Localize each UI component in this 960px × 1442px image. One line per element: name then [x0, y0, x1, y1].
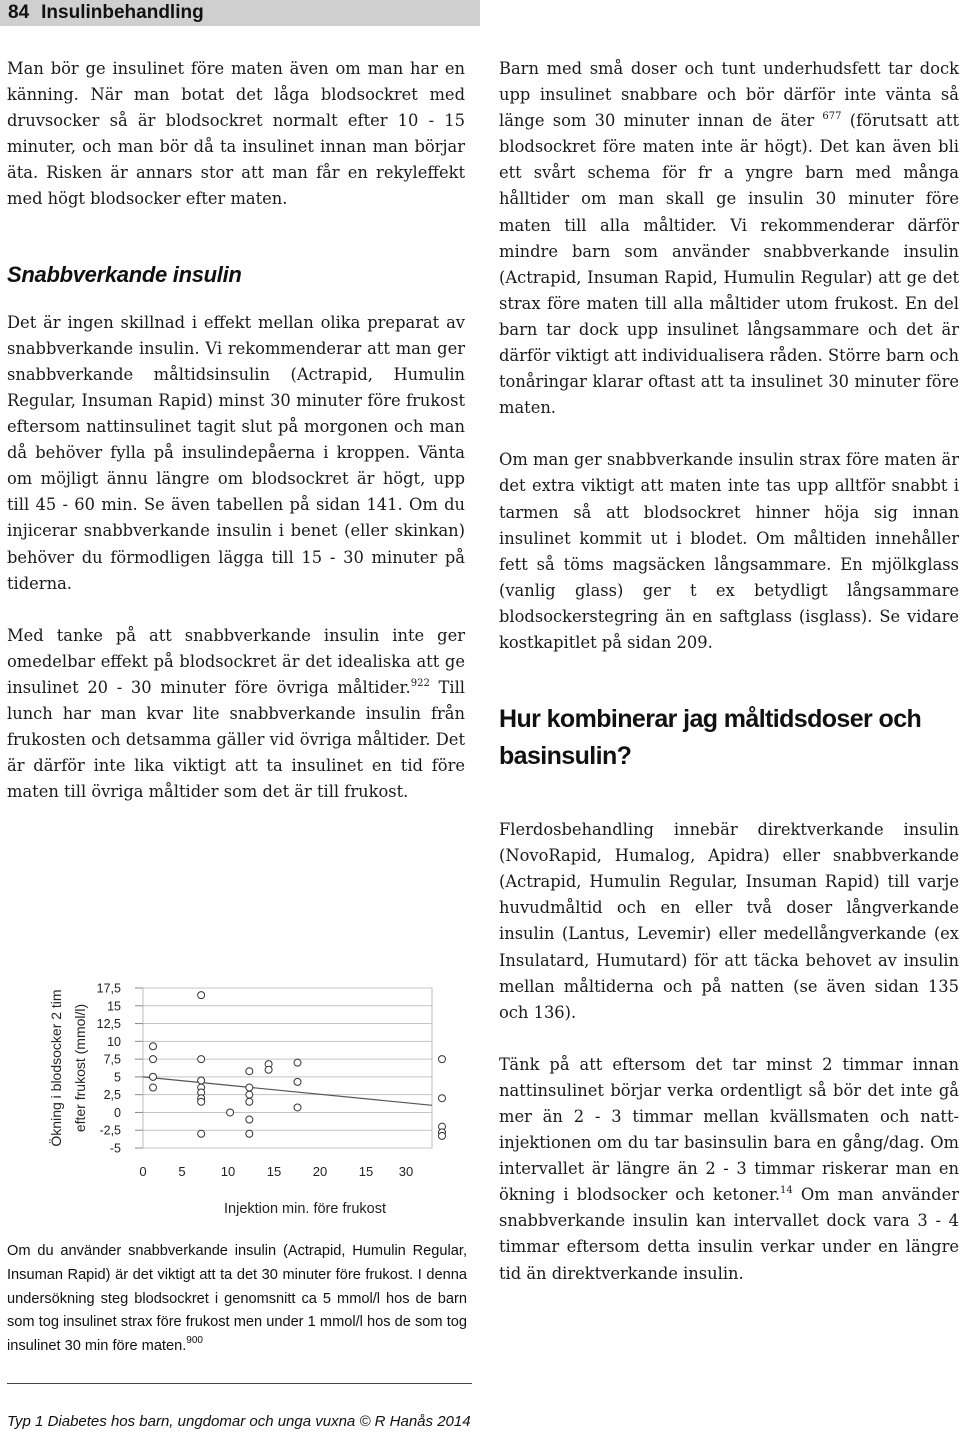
right-paragraph-1: [499, 56, 959, 421]
y-tick-label: 12,5: [96, 1017, 121, 1032]
y-tick-label: -5: [109, 1141, 121, 1156]
y-tick-label: 7,5: [103, 1052, 121, 1067]
data-point: [246, 1098, 253, 1105]
y-tick-label: -2,5: [99, 1123, 121, 1138]
data-point: [439, 1056, 446, 1063]
data-point: [198, 1098, 205, 1105]
x-tick-label: 10: [220, 1164, 236, 1179]
data-point: [265, 1066, 272, 1073]
left-paragraph-2: Det är ingen skillnad i effekt mellan olika preparat av snabbverkande insulin. Vi rekommenderar att man ger snabbverkande måltidsinsulin (Actrapid, Humulin Regular, Insuman Rapid) minst 30 minuter före frukost eftersom nattinsulinet tagit slut på morgonen och man då behöver fylla på insulindepåerna i kroppen. Vänta om möjligt ännu längre om blodsockret är högt, upp till 45 - 60 min. Se även tabellen på sidan 141. Om du injicerar snabbverkande insulin i benet (eller skinkan) behöver du förmodligen lägga till 15 - 30 minuter på tiderna.: [7, 312, 465, 593]
x-tick-label: 20: [312, 1164, 328, 1179]
scatter-chart-svg: [0, 970, 470, 1217]
data-point: [294, 1059, 301, 1066]
right-paragraph-1b: (förutsatt att blodsockret före maten inte är högt). Det kan även bli ett svårt schema för fr a yngre barn med många hålltider om man skall ge insulin 30 minuter före maten till alla måltider. Vi rekommenderar därför mindre barn som använder snabbverkande insulin (Actrapid, Insuman Rapid, Humulin Regular) att ge det strax före maten till alla måltider utom frukost. En del barn tar dock upp insulinet långsammare och det är därför viktigt att individualisera råden. Större barn och tonåringar klarar oftast att ta insulinet 30 minuter före maten.: [499, 111, 959, 418]
data-point: [227, 1109, 234, 1116]
data-point: [246, 1084, 253, 1091]
data-point: [150, 1043, 157, 1050]
left-paragraph-3a: Med tanke på att snabbverkande insulin inte ger omedelbar effekt på blodsockret är det idealiska att ge insulinet 20 - 30 minuter före övriga måltider.: [7, 625, 465, 697]
x-tick-label: 15: [266, 1164, 282, 1179]
right-column: [499, 56, 959, 1287]
section-heading-snabbverkande: Snabbverkande insulin: [7, 261, 242, 287]
page-header: [0, 0, 480, 26]
reference-922: 922: [410, 677, 430, 689]
reference-677: 677: [822, 111, 842, 123]
data-point: [439, 1095, 446, 1102]
y-tick-label: 5: [114, 1070, 121, 1085]
chapter-title: Insulinbehandling: [41, 2, 204, 23]
right-paragraph-2: Om man ger snabbverkande insulin strax före maten är det extra viktigt att maten inte tas upp alltför snabbt i tarmen så att blodsockret hinner höja sig innan insulinet kommit ut i blodet. Om måltiden innehåller fett så töms magsäcken långsammare. En mjölkglass (vanlig glass) ger t ex betydligt långsammare blodsockerstegring än en saftglass (isglass). Se vidare kostkapitlet på sidan 209.: [499, 450, 959, 652]
data-point: [150, 1073, 157, 1080]
left-paragraph-3b: Till lunch har man kvar lite snabbverkande insulin från frukosten och detsamma gäller vid övriga måltider. Det är därför inte lika viktigt att ta insulinet en tid före maten till övriga måltider som det är till frukost.: [7, 677, 466, 802]
y-tick-label: 10: [107, 1034, 121, 1049]
section-heading-kombinerar: Hur kombinerar jag måltidsdoser och basinsulin?: [499, 705, 922, 771]
left-column: [7, 56, 465, 805]
data-point: [198, 992, 205, 999]
y-tick-label: 17,5: [96, 981, 121, 996]
page-footer: Typ 1 Diabetes hos barn, ungdomar och unga vuxna © R Hanås 2014: [7, 1413, 471, 1430]
caption-text: Om du använder snabbverkande insulin (Actrapid, Humulin Regular, Insuman Rapid) är det viktigt att ta det 30 minuter före frukost. I denna undersökning steg blodsockret i genomsnitt ca 5 mmol/l hos de barn som tog insulinet strax före frukost men under 1 mmol/l hos de som tog insulinet 30 min före maten.: [7, 1243, 467, 1355]
y-axis-label-line1: Ökning i blodsocker 2 tim: [48, 989, 64, 1147]
scatter-chart: [0, 970, 470, 1217]
y-tick-label: 15: [107, 999, 121, 1014]
reference-14: 14: [780, 1185, 793, 1197]
left-paragraph-3: [7, 623, 465, 806]
data-point: [294, 1078, 301, 1085]
x-tick-label: 30: [398, 1164, 414, 1179]
x-tick-label: 15: [358, 1164, 374, 1179]
data-point: [246, 1068, 253, 1075]
page-number: 84: [8, 2, 30, 23]
data-point: [198, 1077, 205, 1084]
data-point: [246, 1130, 253, 1137]
trend-line: [143, 1077, 432, 1105]
x-tick-label: 0: [139, 1164, 147, 1179]
data-point: [439, 1132, 446, 1139]
data-point: [198, 1130, 205, 1137]
data-point: [150, 1084, 157, 1091]
data-point: [246, 1091, 253, 1098]
reference-900: 900: [186, 1335, 203, 1347]
data-point: [294, 1104, 301, 1111]
x-tick-label: 5: [178, 1164, 186, 1179]
right-paragraph-4: [499, 1052, 959, 1287]
x-axis-label: Injektion min. före frukost: [224, 1201, 386, 1217]
right-paragraph-3: Flerdosbehandling innebär direktverkande insulin (NovoRapid, Humalog, Apidra) eller snabbverkande (Actrapid, Humulin Regular, Insuman Rapid) till varje huvudmåltid och en eller två doser långverkande insulin (Lantus, Levemir) eller medellångverkande (ex Insulatard, Humutard) för att täcka behovet av insulin mellan måltiderna och på natten (se även sidan 135 och 136).: [499, 820, 959, 1022]
y-tick-label: 2,5: [103, 1088, 121, 1103]
right-paragraph-4a: Tänk på att eftersom det tar minst 2 timmar innan nattinsulinet börjar verka ordentligt så bör det inte gå mer än 2 - 3 timmar mellan kvällsmaten och natt-injektionen om du tar basinsulin bara en gång/dag. Om intervallet är längre än 2 - 3 timmar riskerar man en ökning i blodsocker och ketoner.: [499, 1054, 959, 1205]
figure-caption: [7, 1240, 467, 1359]
left-paragraph-1: Man bör ge insulinet före maten även om man har en känning. När man botat det låga blodsockret med druvsocker så är blodsockret normalt efter 10 - 15 minuter, och man bör då ta insulinet innan man börjar äta. Risken är annars stor att man får en rekyleffekt med högt blodsocker efter maten.: [7, 59, 465, 209]
plot-frame: [143, 988, 432, 1148]
y-tick-label: 0: [114, 1105, 121, 1120]
data-point: [150, 1056, 157, 1063]
data-point: [246, 1116, 253, 1123]
footer-divider: [7, 1383, 472, 1384]
data-point: [198, 1056, 205, 1063]
y-axis-label-line2: efter frukost (mmol/l): [72, 1003, 88, 1133]
right-paragraph-1a: Barn med små doser och tunt underhudsfett tar dock upp insulinet snabbare och bör därför inte vänta så länge som 30 minuter innan de äter: [499, 59, 959, 131]
right-paragraph-4b: Om man använder snabbverkande insulin kan intervallet dock vara 3 - 4 timmar eftersom detta insulin verkar under en längre tid än direktverkande insulin.: [499, 1185, 959, 1283]
